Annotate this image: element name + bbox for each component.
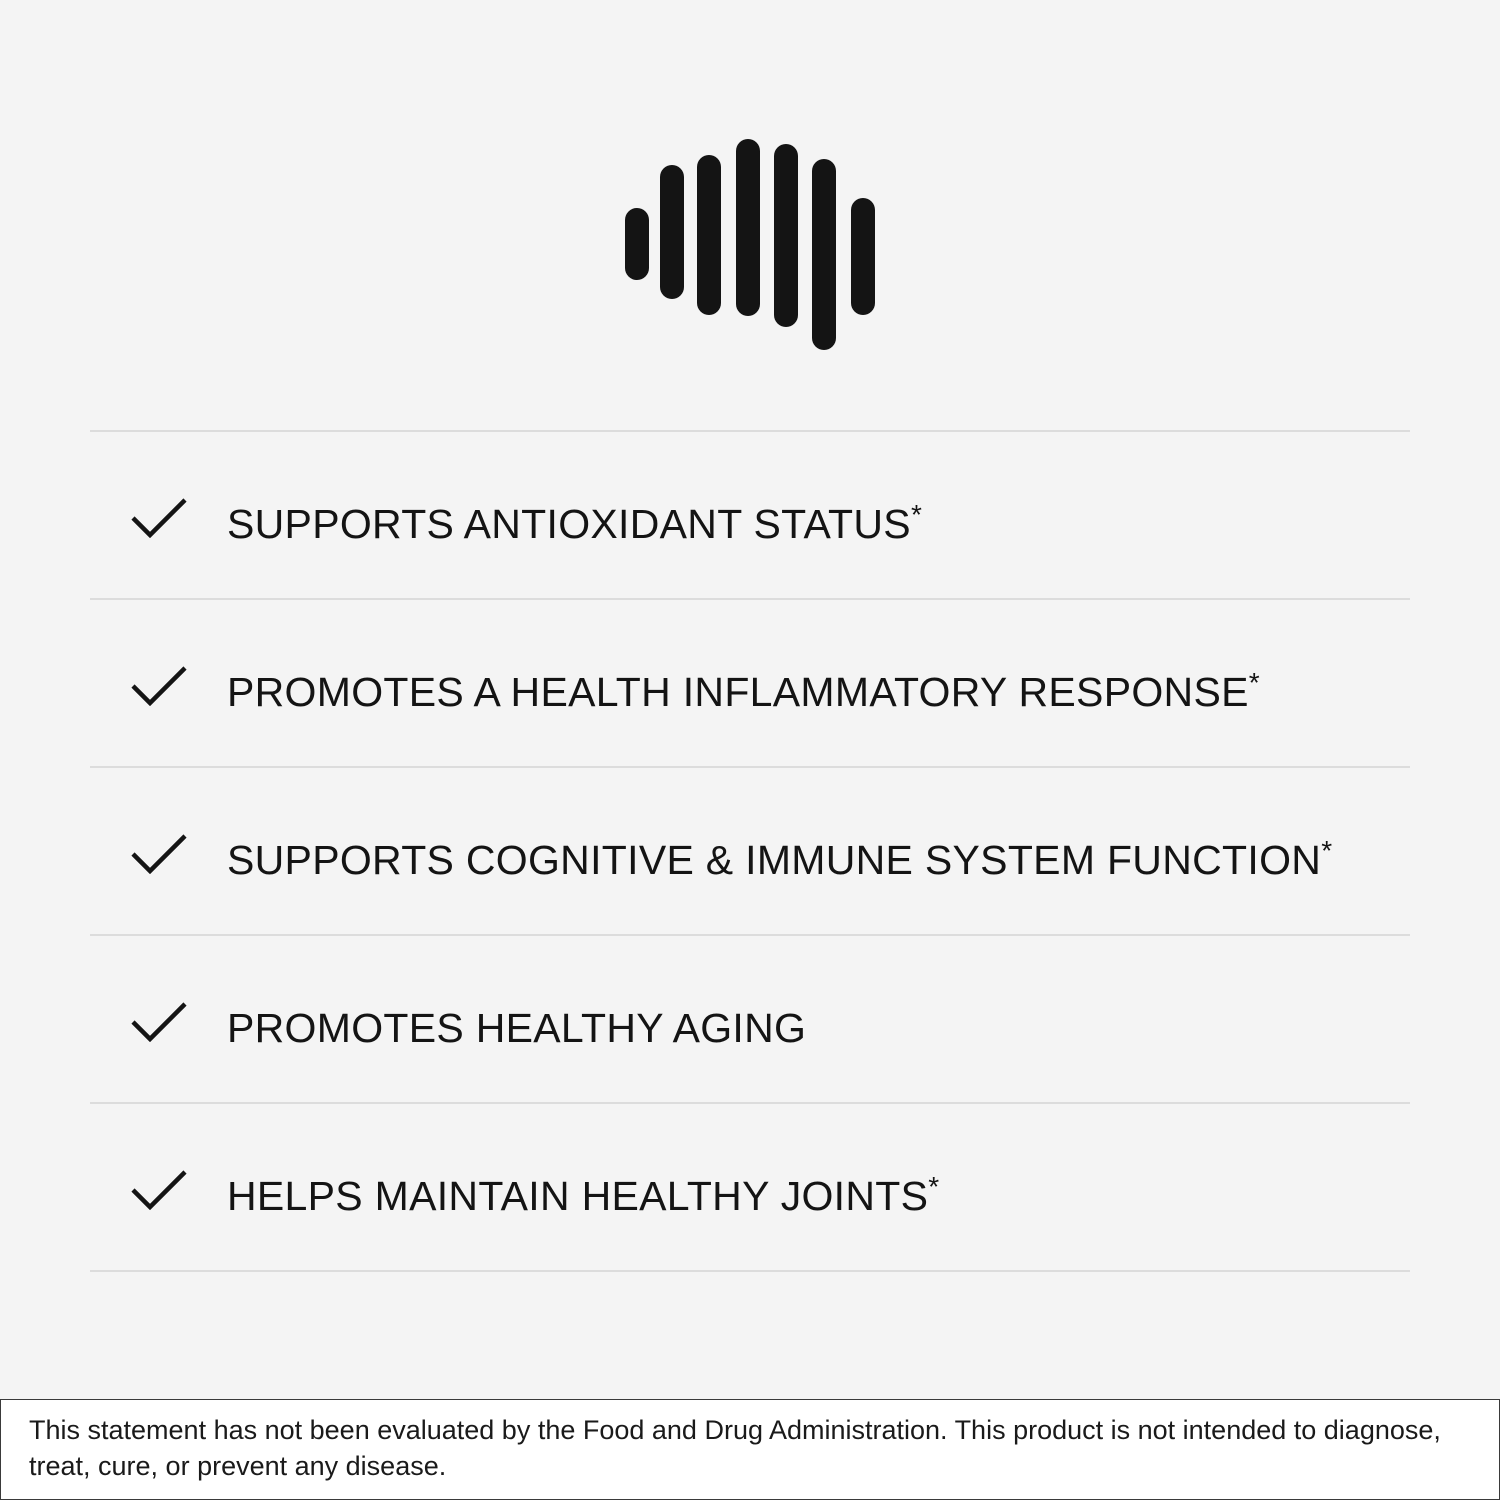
benefit-label: SUPPORTS ANTIOXIDANT STATUS* bbox=[227, 499, 923, 547]
asterisk: * bbox=[1321, 835, 1333, 866]
benefit-item bbox=[90, 600, 1410, 766]
benefit-item bbox=[90, 768, 1410, 934]
divider bbox=[90, 1270, 1410, 1272]
benefit-item bbox=[90, 936, 1410, 1102]
logo-bar bbox=[736, 139, 760, 316]
asterisk: * bbox=[928, 1171, 940, 1202]
logo-bar bbox=[812, 159, 836, 350]
benefit-item bbox=[90, 1104, 1410, 1270]
asterisk: * bbox=[1248, 667, 1260, 698]
logo-bar bbox=[851, 198, 875, 315]
checkmark-icon bbox=[130, 496, 188, 538]
fda-disclaimer-box bbox=[0, 1399, 1500, 1500]
benefits-list bbox=[90, 430, 1410, 1272]
sound-wave-logo-icon bbox=[0, 0, 1500, 400]
benefit-label: SUPPORTS COGNITIVE & IMMUNE SYSTEM FUNCTION* bbox=[227, 835, 1333, 883]
benefit-label: PROMOTES A HEALTH INFLAMMATORY RESPONSE* bbox=[227, 667, 1260, 715]
checkmark-icon bbox=[130, 664, 188, 706]
logo-bar bbox=[660, 165, 684, 299]
benefit-label: PROMOTES HEALTHY AGING bbox=[227, 1005, 807, 1051]
benefit-label: HELPS MAINTAIN HEALTHY JOINTS* bbox=[227, 1171, 940, 1219]
disclaimer-text: This statement has not been evaluated by the Food and Drug Administration. This product is not intended to diagnose, treat, cure, or prevent any disease. bbox=[29, 1415, 1441, 1481]
logo-bar bbox=[774, 144, 798, 327]
checkmark-icon bbox=[130, 1168, 188, 1210]
logo-bar bbox=[625, 208, 649, 280]
asterisk: * bbox=[910, 499, 923, 530]
checkmark-icon bbox=[130, 832, 188, 874]
benefit-item bbox=[90, 432, 1410, 598]
checkmark-icon bbox=[130, 1000, 188, 1042]
logo-bar bbox=[697, 155, 721, 315]
